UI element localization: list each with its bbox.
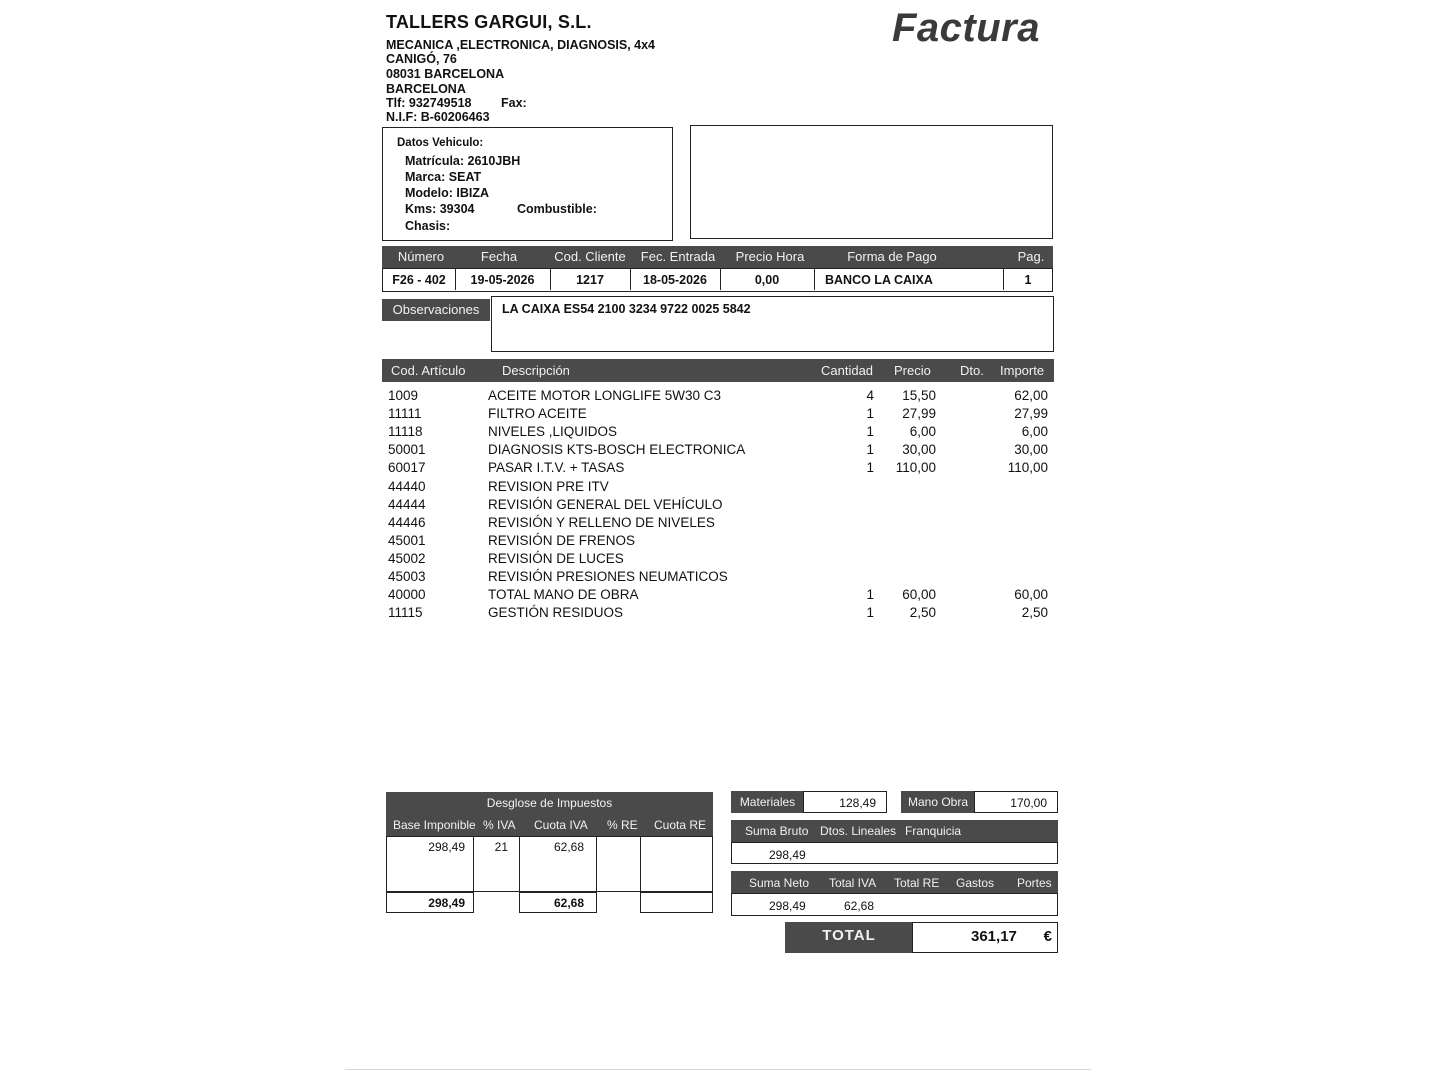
tax-total-base-cell bbox=[386, 892, 474, 913]
item-code: 45002 bbox=[388, 550, 426, 566]
item-desc: REVISIÓN Y RELLENO DE NIVELES bbox=[488, 514, 715, 530]
item-qty: 1 bbox=[866, 442, 874, 458]
col-importe: Importe bbox=[1000, 363, 1045, 378]
page-bottom-edge bbox=[345, 1069, 1091, 1070]
items-table-body bbox=[382, 388, 1054, 628]
table-row bbox=[382, 551, 1054, 569]
header-numero: Número bbox=[397, 249, 445, 264]
col-cantidad: Cantidad bbox=[821, 363, 874, 378]
item-code: 11115 bbox=[388, 605, 423, 621]
value-precio-hora: 0,00 bbox=[754, 273, 780, 287]
item-amount: 2,50 bbox=[1021, 605, 1048, 621]
table-row bbox=[382, 442, 1054, 460]
vehicle-matricula: Matrícula: 2610JBH bbox=[405, 154, 521, 168]
item-price: 110,00 bbox=[895, 460, 936, 476]
table-row bbox=[382, 406, 1054, 424]
tax-cuota-iva-value: 62,68 bbox=[553, 840, 584, 854]
header-cod-cliente: Cod. Cliente bbox=[554, 249, 626, 264]
tax-iva-pct-cell bbox=[473, 836, 520, 892]
total-iva-value: 62,68 bbox=[844, 899, 875, 913]
total-value: 361,17 bbox=[971, 928, 1017, 945]
invoice-info-header bbox=[382, 246, 1053, 268]
tax-base-cell bbox=[386, 836, 474, 892]
item-qty: 1 bbox=[866, 424, 874, 440]
item-amount: 30,00 bbox=[1014, 442, 1048, 458]
item-price: 30,00 bbox=[902, 442, 936, 458]
table-row bbox=[382, 587, 1054, 605]
item-amount: 62,00 bbox=[1014, 388, 1048, 403]
item-price: 27,99 bbox=[902, 406, 936, 422]
company-fax: Fax: bbox=[501, 96, 527, 110]
item-code: 11118 bbox=[388, 424, 423, 440]
vehicle-marca: Marca: SEAT bbox=[405, 170, 482, 184]
currency-symbol: € bbox=[1043, 928, 1052, 945]
tax-iva-pct-value: 21 bbox=[494, 840, 508, 854]
tax-breakdown-title: Desglose de Impuestos bbox=[386, 792, 713, 814]
neto-row bbox=[731, 893, 1058, 916]
observaciones-box bbox=[491, 296, 1054, 352]
tax-breakdown-header bbox=[386, 814, 713, 836]
header-fecha: Fecha bbox=[480, 249, 518, 264]
table-row bbox=[382, 533, 1054, 551]
tax-col-cuota-re: Cuota RE bbox=[654, 818, 707, 832]
company-name: TALLERS GARGUI, S.L. bbox=[386, 12, 592, 32]
item-qty: 4 bbox=[866, 388, 874, 403]
tax-col-re-pct: % RE bbox=[607, 818, 638, 832]
item-desc: GESTIÓN RESIDUOS bbox=[488, 605, 624, 621]
suma-bruto-value: 298,49 bbox=[769, 848, 806, 862]
item-code: 45003 bbox=[388, 569, 426, 584]
company-postal-city: 08031 BARCELONA bbox=[386, 67, 505, 81]
item-code: 40000 bbox=[388, 587, 426, 603]
tax-breakdown bbox=[386, 792, 713, 914]
company-nif: N.I.F: B-60206463 bbox=[386, 110, 490, 124]
item-price: 15,50 bbox=[902, 388, 936, 403]
item-amount: 60,00 bbox=[1014, 587, 1048, 603]
tax-cuota-iva-cell bbox=[519, 836, 597, 892]
item-desc: REVISION PRE ITV bbox=[488, 478, 609, 494]
vehicle-modelo: Modelo: IBIZA bbox=[405, 186, 490, 200]
vehicle-kms: Kms: 39304 bbox=[405, 202, 475, 216]
vehicle-title: Datos Vehiculo: bbox=[397, 137, 484, 149]
company-province: BARCELONA bbox=[386, 82, 466, 96]
item-code: 44444 bbox=[388, 496, 426, 512]
total-box bbox=[912, 922, 1058, 953]
item-desc: ACEITE MOTOR LONGLIFE 5W30 C3 bbox=[488, 388, 722, 403]
observaciones-text: LA CAIXA ES54 2100 3234 9722 0025 5842 bbox=[502, 302, 751, 316]
tax-cuota-re-cell bbox=[640, 836, 713, 892]
item-desc: FILTRO ACEITE bbox=[488, 406, 587, 422]
item-qty: 1 bbox=[866, 406, 874, 422]
item-price: 60,00 bbox=[902, 587, 936, 603]
table-row bbox=[382, 479, 1054, 497]
item-amount: 110,00 bbox=[1007, 460, 1048, 476]
materiales-label: Materiales bbox=[731, 791, 804, 813]
item-code: 60017 bbox=[388, 460, 426, 476]
value-pag: 1 bbox=[1024, 273, 1032, 287]
item-code: 44446 bbox=[388, 514, 426, 530]
item-qty: 1 bbox=[866, 605, 874, 621]
table-row bbox=[382, 460, 1054, 478]
table-row bbox=[382, 605, 1054, 623]
mano-obra-box bbox=[974, 791, 1058, 813]
neto-header bbox=[731, 871, 1058, 893]
company-phone: Tlf: 932749518 bbox=[386, 96, 472, 110]
bruto-row bbox=[731, 842, 1058, 864]
table-row bbox=[382, 497, 1054, 515]
invoice-info-row bbox=[382, 268, 1053, 292]
mano-obra-label: Mano Obra bbox=[901, 791, 975, 813]
tax-total-re-cell bbox=[640, 892, 713, 913]
value-cod-cliente: 1217 bbox=[576, 273, 604, 287]
company-street: CANIGÓ, 76 bbox=[386, 52, 457, 66]
tax-col-cuota-iva: Cuota IVA bbox=[534, 818, 588, 832]
item-price: 2,50 bbox=[909, 605, 936, 621]
vehicle-combustible: Combustible: bbox=[517, 202, 597, 216]
neto-col-suma-neto: Suma Neto bbox=[749, 876, 810, 890]
item-code: 50001 bbox=[388, 442, 426, 458]
mano-obra-value: 170,00 bbox=[1010, 796, 1047, 810]
item-amount: 27,99 bbox=[1014, 406, 1048, 422]
customer-address-box bbox=[690, 125, 1053, 239]
table-row bbox=[382, 569, 1054, 587]
total-label: TOTAL bbox=[785, 922, 913, 953]
item-code: 45001 bbox=[388, 532, 426, 548]
materiales-box bbox=[803, 791, 887, 813]
col-precio: Precio bbox=[894, 363, 931, 378]
neto-col-total-iva: Total IVA bbox=[829, 876, 877, 890]
table-row bbox=[382, 424, 1054, 442]
neto-col-portes: Portes bbox=[1017, 876, 1052, 890]
item-code: 11111 bbox=[388, 406, 422, 422]
header-forma-pago: Forma de Pago bbox=[847, 249, 937, 264]
bruto-col-franquicia: Franquicia bbox=[905, 824, 962, 838]
item-qty: 1 bbox=[866, 460, 874, 476]
item-desc: REVISIÓN DE LUCES bbox=[488, 550, 624, 566]
item-price: 6,00 bbox=[909, 424, 936, 440]
vehicle-chasis: Chasis: bbox=[405, 219, 451, 233]
bruto-col-suma-bruto: Suma Bruto bbox=[745, 824, 809, 838]
col-descripcion: Descripción bbox=[502, 363, 570, 378]
value-fec-entrada: 18-05-2026 bbox=[643, 273, 707, 287]
item-amount: 6,00 bbox=[1021, 424, 1048, 440]
item-desc: NIVELES ,LIQUIDOS bbox=[488, 424, 618, 440]
document-title: Factura bbox=[892, 6, 1040, 50]
value-forma-pago: BANCO LA CAIXA bbox=[825, 273, 933, 287]
item-code: 1009 bbox=[388, 388, 419, 403]
item-desc: TOTAL MANO DE OBRA bbox=[488, 587, 639, 603]
item-qty: 1 bbox=[866, 587, 874, 603]
tax-total-base: 298,49 bbox=[428, 896, 465, 910]
header-precio-hora: Precio Hora bbox=[735, 249, 805, 264]
tax-col-iva-pct: % IVA bbox=[483, 818, 516, 832]
item-code: 44440 bbox=[388, 478, 426, 494]
items-table-header bbox=[382, 359, 1054, 382]
company-activity: MECANICA ,ELECTRONICA, DIAGNOSIS, 4x4 bbox=[386, 38, 656, 52]
value-fecha: 19-05-2026 bbox=[470, 273, 535, 287]
header-fec-entrada: Fec. Entrada bbox=[640, 249, 716, 264]
item-desc: PASAR I.T.V. + TASAS bbox=[488, 460, 625, 476]
value-numero: F26 - 402 bbox=[392, 273, 446, 287]
bruto-col-dtos: Dtos. Lineales bbox=[820, 824, 897, 838]
tax-total-cuota-iva: 62,68 bbox=[553, 896, 584, 910]
tax-total-cuota-cell bbox=[519, 892, 597, 913]
col-dto: Dto. bbox=[960, 363, 984, 378]
bruto-header bbox=[731, 820, 1058, 842]
table-row bbox=[382, 388, 1054, 406]
materiales-value: 128,49 bbox=[839, 796, 876, 810]
vehicle-data-box bbox=[382, 127, 673, 241]
suma-neto-value: 298,49 bbox=[769, 899, 806, 913]
item-desc: REVISIÓN PRESIONES NEUMATICOS bbox=[488, 569, 728, 584]
header-pag: Pag. bbox=[1017, 249, 1045, 264]
tax-base-value: 298,49 bbox=[428, 840, 465, 854]
neto-col-gastos: Gastos bbox=[956, 876, 995, 890]
table-row bbox=[382, 515, 1054, 533]
item-desc: REVISIÓN DE FRENOS bbox=[488, 532, 636, 548]
col-cod-articulo: Cod. Artículo bbox=[391, 363, 466, 378]
observaciones-label: Observaciones bbox=[382, 299, 490, 321]
item-desc: DIAGNOSIS KTS-BOSCH ELECTRONICA bbox=[488, 442, 746, 458]
item-desc: REVISIÓN GENERAL DEL VEHÍCULO bbox=[488, 496, 723, 512]
neto-col-total-re: Total RE bbox=[894, 876, 940, 890]
tax-re-pct-cell bbox=[596, 836, 641, 892]
tax-col-base: Base Imponible bbox=[393, 818, 476, 832]
